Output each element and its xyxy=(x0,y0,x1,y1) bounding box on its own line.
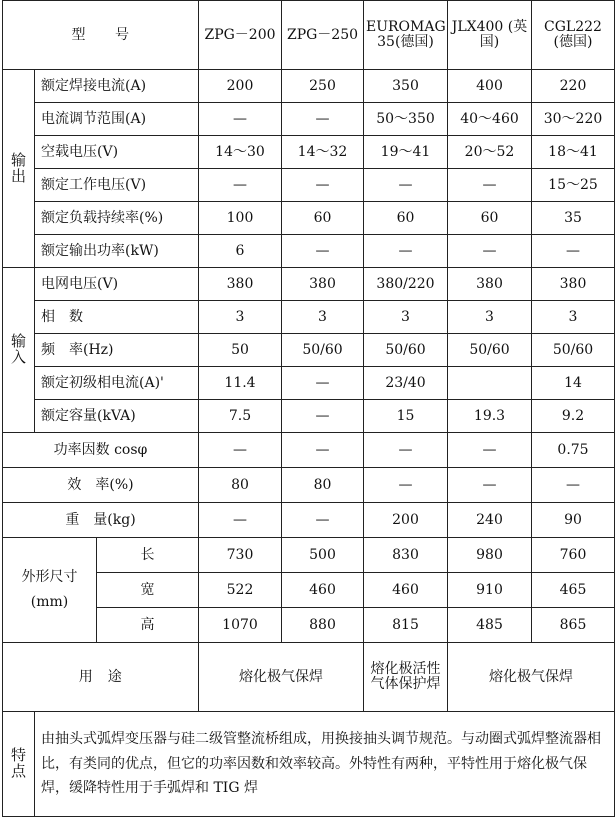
cell: 50 xyxy=(199,334,282,367)
section-input-text: 输入 xyxy=(10,332,26,366)
model-name: EUROMAG 35(德国) xyxy=(364,1,448,70)
cell: 14 xyxy=(532,367,615,400)
output-row xyxy=(3,70,615,103)
row-label: 额定工作电压(V) xyxy=(35,169,199,202)
cell: 80 xyxy=(199,468,282,503)
cell: 200 xyxy=(364,503,448,538)
cell: 50/60 xyxy=(448,334,532,367)
cell: — xyxy=(448,433,532,468)
cell: — xyxy=(532,235,615,268)
cell: 460 xyxy=(282,573,364,608)
cell: 90 xyxy=(532,503,615,538)
cell: 50/60 xyxy=(364,334,448,367)
cell: — xyxy=(364,468,448,503)
dimension-row xyxy=(3,538,615,573)
row-label: 额定容量(kVA) xyxy=(35,400,199,433)
spec-table xyxy=(2,0,615,817)
cell: 50/60 xyxy=(282,334,364,367)
row-label: 额定输出功率(kW) xyxy=(35,235,199,268)
row-label: 宽 xyxy=(97,573,199,608)
cell: — xyxy=(282,367,364,400)
cell: 500 xyxy=(282,538,364,573)
cell: — xyxy=(199,503,282,538)
cell: 3 xyxy=(282,301,364,334)
cell: 35 xyxy=(532,202,615,235)
row-label: 高 xyxy=(97,608,199,643)
input-row xyxy=(3,334,615,367)
cell: 880 xyxy=(282,608,364,643)
cell: 830 xyxy=(364,538,448,573)
cell: 3 xyxy=(364,301,448,334)
output-row xyxy=(3,169,615,202)
row-label: 重 量(kg) xyxy=(3,503,199,538)
cell: 11.4 xyxy=(199,367,282,400)
section-input xyxy=(3,268,35,433)
features-label: 特点 xyxy=(3,712,35,817)
cell: 910 xyxy=(448,573,532,608)
model-name: ZPG－200 xyxy=(199,1,282,70)
cell: — xyxy=(199,433,282,468)
cell: 100 xyxy=(199,202,282,235)
cell: 485 xyxy=(448,608,532,643)
row-label: 额定焊接电流(A) xyxy=(35,70,199,103)
cell: — xyxy=(364,433,448,468)
cell: 18～41 xyxy=(532,136,615,169)
cell: 60 xyxy=(364,202,448,235)
features-text: 由抽头式弧焊变压器与硅二级管整流桥组成，用换接抽头调节规范。与动圈式弧焊整流器相比，有类同的优点，但它的功率因数和效率较高。外特性有两种，平特性用于熔化极气保焊，缓降特性用于手弧焊和 TIG 焊 xyxy=(35,712,615,817)
cell: 220 xyxy=(532,70,615,103)
cell: 15～25 xyxy=(532,169,615,202)
cell: 60 xyxy=(282,202,364,235)
cell: 20～52 xyxy=(448,136,532,169)
cell: — xyxy=(282,503,364,538)
misc-row xyxy=(3,503,615,538)
cell: 3 xyxy=(532,301,615,334)
dimension-label xyxy=(3,538,97,643)
cell: 980 xyxy=(448,538,532,573)
cell: 9.2 xyxy=(532,400,615,433)
cell: — xyxy=(199,103,282,136)
cell: 350 xyxy=(364,70,448,103)
header-row xyxy=(3,1,615,70)
cell: 400 xyxy=(448,70,532,103)
cell: — xyxy=(448,169,532,202)
row-label: 额定负载持续率(%) xyxy=(35,202,199,235)
output-row xyxy=(3,235,615,268)
cell: 60 xyxy=(448,202,532,235)
cell: 3 xyxy=(199,301,282,334)
usage-value: 熔化极气保焊 xyxy=(199,643,364,712)
dimension-label-line2: (mm) xyxy=(30,594,69,610)
cell: 815 xyxy=(364,608,448,643)
cell: — xyxy=(199,169,282,202)
cell: — xyxy=(282,433,364,468)
model-name: ZPG－250 xyxy=(282,1,364,70)
misc-row xyxy=(3,468,615,503)
dimension-label-line1: 外形尺寸 xyxy=(21,569,78,586)
cell: 14～30 xyxy=(199,136,282,169)
features-row xyxy=(3,712,615,817)
cell: — xyxy=(448,235,532,268)
cell: 15 xyxy=(364,400,448,433)
usage-value: 熔化极气保焊 xyxy=(448,643,615,712)
output-row xyxy=(3,202,615,235)
cell xyxy=(448,367,532,400)
row-label: 空载电压(V) xyxy=(35,136,199,169)
cell: 30～220 xyxy=(532,103,615,136)
cell: 730 xyxy=(199,538,282,573)
cell: — xyxy=(282,400,364,433)
cell: 380 xyxy=(448,268,532,301)
usage-row xyxy=(3,643,615,712)
cell: — xyxy=(364,169,448,202)
cell: 380 xyxy=(532,268,615,301)
cell: — xyxy=(282,235,364,268)
cell: 50～350 xyxy=(364,103,448,136)
cell: 19～41 xyxy=(364,136,448,169)
row-label: 长 xyxy=(97,538,199,573)
cell: — xyxy=(448,468,532,503)
row-label: 额定初级相电流(A)' xyxy=(35,367,199,400)
output-row xyxy=(3,136,615,169)
input-row xyxy=(3,301,615,334)
cell: 250 xyxy=(282,70,364,103)
misc-row xyxy=(3,433,615,468)
cell: 522 xyxy=(199,573,282,608)
cell: 380/220 xyxy=(364,268,448,301)
row-label: 电网电压(V) xyxy=(35,268,199,301)
cell: 0.75 xyxy=(532,433,615,468)
cell: 40～460 xyxy=(448,103,532,136)
type-label: 型 号 xyxy=(3,1,199,70)
usage-label: 用 途 xyxy=(3,643,199,712)
model-name: CGL222 (德国) xyxy=(532,1,615,70)
input-row xyxy=(3,367,615,400)
cell: 6 xyxy=(199,235,282,268)
cell: — xyxy=(532,468,615,503)
cell: 23/40 xyxy=(364,367,448,400)
row-label: 相 数 xyxy=(35,301,199,334)
cell: 465 xyxy=(532,573,615,608)
section-output xyxy=(3,70,35,268)
cell: — xyxy=(282,103,364,136)
cell: 380 xyxy=(199,268,282,301)
section-output-text: 输出 xyxy=(10,150,26,185)
cell: — xyxy=(364,235,448,268)
cell: 3 xyxy=(448,301,532,334)
input-row xyxy=(3,268,615,301)
row-label: 频 率(Hz) xyxy=(35,334,199,367)
cell: 240 xyxy=(448,503,532,538)
model-name: JLX400 (英国) xyxy=(448,1,532,70)
output-row xyxy=(3,103,615,136)
cell: 460 xyxy=(364,573,448,608)
row-label: 电流调节范围(A) xyxy=(35,103,199,136)
cell: 19.3 xyxy=(448,400,532,433)
cell: 7.5 xyxy=(199,400,282,433)
cell: 760 xyxy=(532,538,615,573)
cell: 865 xyxy=(532,608,615,643)
cell: 1070 xyxy=(199,608,282,643)
cell: 380 xyxy=(282,268,364,301)
row-label: 效 率(%) xyxy=(3,468,199,503)
cell: — xyxy=(282,169,364,202)
cell: 200 xyxy=(199,70,282,103)
cell: 50/60 xyxy=(532,334,615,367)
cell: 14～32 xyxy=(282,136,364,169)
cell: 80 xyxy=(282,468,364,503)
input-row xyxy=(3,400,615,433)
row-label: 功率因数 cosφ xyxy=(3,433,199,468)
usage-value: 熔化极活性气体保护焊 xyxy=(364,643,448,712)
